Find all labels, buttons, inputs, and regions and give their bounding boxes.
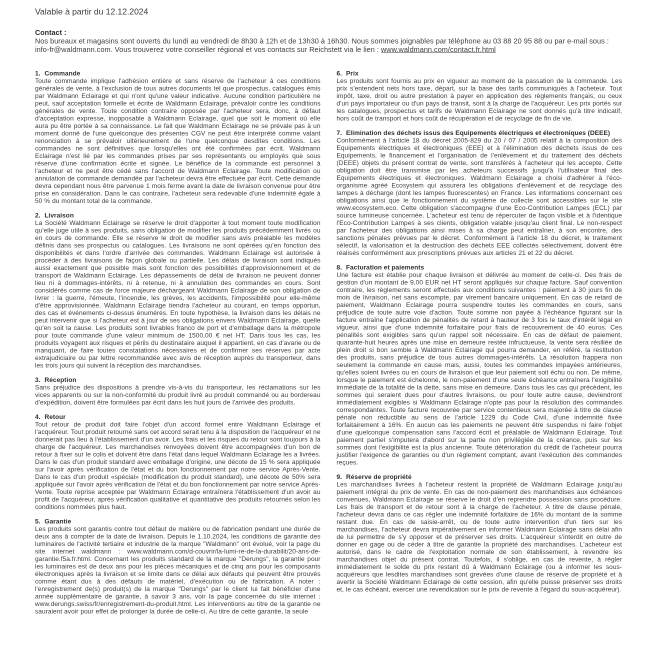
section-retour-heading bbox=[35, 413, 321, 421]
section-facturation-body: Une facture est établie pour chaque livraison et délivrée au moment de celle-ci. Des frais de gestion d'un montant de 9,00 EUR net HT seront appliqués sur chaque facture. Sauf convention contraire, les règlements seront effectués aux conditions suivantes : paiement à 30 jours fin de mois de livraison, net sans escompte, par virement bancaire uniquement. En cas de retard de paiement, Waldmann Eclairage pourra suspendre toutes les commandes en cours, sans préjudice de toute autre voie d'action. Toute somme non payée à l'échéance figurant sur la facture entraîne l'application de pénalités de retard à hauteur de 3 fois le taux d'intérêt légal en vigueur, ainsi que d'une indemnité forfaitaire pour frais de recouvrement de 40 euros. Ces pénalités sont exigibles sans qu'un rappel soit nécessaire. En cas de défaut de paiement, quarante-huit heures après une mise en demeure restée infructueuse, la vente sera résiliée de plein droit si bon semble à Waldmann Eclairage qui pourra demander, en référé, la restitution des produits, sans préjudice de tous autres dommages-intérêts. La résolution frappera non seulement la commande en cause mais, aussi, toutes les commandes impayées antérieures, qu'elles soient livrées ou en cours de livraison et que leur paiement soit échu ou non. De même, lorsque le paiement est échelonné, le non-paiement d'une seule échéance entraînera l'exigibilité immédiate de la totalité de la dette, sans mise en demeure. Dans tous les cas qui précèdent, les sommes qui seraient dues pour d'autres livraisons, ou pour toute autre cause, deviendront immédiatement exigibles si Waldmann Eclairage n'opte pas pour la résolution des commandes correspondantes. Toute facture recouvrée par service contentieux sera majorée à titre de clause pénale non réductible au sens de l'article 1229 du Code Civil, d'une indemnité fixée forfaitairement à 16%. En aucun cas les paiements ne peuvent être suspendus ni faire l'objet d'une quelconque compensation sans l'accord écrit et préalable de Waldmann Eclairage. Tout paiement partiel s'imputera d'abord sur la partie non privilégiée de la créance, puis sur les sommes dont l'exigibilité est la plus ancienne. Toute détérioration du crédit de l'acheteur pourra justifier l'exigence de garanties ou d'un règlement comptant, avant l'exécution des commandes reçues. bbox=[336, 271, 622, 466]
contact-link[interactable]: www.waldmann.com/contact.fr.html bbox=[381, 46, 496, 54]
section-prix-body: Les produits sont fournis au prix en vigueur au moment de la passation de la commande. Les prix s'entendent nets hors taxe, départ, sur la base des tarifs communiqués à l'acheteur. Tout impôt, taxe, droit ou autre prestation à payer en application des règlements français, ou ceux d'un pays importateur ou d'un pays de transit, sont à la charge de l'acquéreur. Les prix portés sur les catalogues, prospectus et tarifs de Waldmann Eclairage ne sont donnés qu'à titre indicatif, hors coût de transport et hors coût de récupération et de recyclage de fin de vie. bbox=[336, 77, 622, 122]
section-commande bbox=[35, 70, 321, 205]
section-number: 2. bbox=[35, 211, 41, 219]
section-title: Prix bbox=[346, 69, 359, 77]
section-prix-heading bbox=[337, 70, 623, 78]
section-number: 1. bbox=[35, 69, 41, 77]
two-column-layout bbox=[35, 70, 622, 623]
section-number: 8. bbox=[336, 263, 343, 271]
section-title: Commande bbox=[44, 69, 81, 77]
section-livraison-body: La Société Waldmann Eclairage se réserve le droit d'apporter à tout moment toute modification qu'elle juge utile à ses produits, sans obligation de modifier les produits précédemment livrés ou en cours de commande. Elle se réserve le droit de modifier sans avis préalable les modèles définis dans ses prospectus ou catalogues. Les livraisons ne sont opérées qu'en fonction des disponibilités et dans l'ordre d'arrivée des commandes. Waldmann Eclairage est autorisée à procéder à des livraisons de façon globale ou partielle. Les délais de livraison sont indiqués aussi exactement que possible mais sont fonction des possibilités d'approvisionnement et de transport de Waldmann Eclairage. Les dépassements de délai de livraison ne peuvent donner lieu ni à dommages-intérêts, ni à retenue, ni à annulation des commandes en cours. Sont considérés comme cas de force majeure déchargeant Waldmann Eclairage de son obligation de livrer : la guerre, l'émeute, l'incendie, les grèves, les accidents, l'impossibilité pour elle-même d'être approvisionnée. Waldmann Eclairage tiendra l'acheteur au courant, en temps opportun, des cas et événements ci-dessus énumérés. En toute hypothèse, la livraison dans les délais ne peut intervenir que si l'acheteur est à jour de ses obligations envers Waldmann Eclairage, quelle qu'en soit la cause. Les produits sont livrables franco de port et d'emballage dans la métropole pour toute commande d'une valeur minimum de 1500,00 € net HT. Dans tous les cas, les produits voyagent aux risques et périls du destinataire auquel il appartient, en cas d'avarie ou de manquant, de faire toutes constatations nécessaires et de confirmer ses réserves par acte extrajudiciaire ou par lettre recommandée avec avis de réception auprès du transporteur, dans les trois jours qui suivent la réception des marchandises. bbox=[35, 219, 321, 369]
right-column bbox=[337, 70, 623, 623]
section-garantie bbox=[35, 518, 321, 616]
section-reception-heading bbox=[35, 376, 321, 384]
contact-heading: Contact : bbox=[35, 29, 67, 37]
left-column bbox=[35, 70, 321, 623]
section-commande-body: Toute commande implique l'adhésion entière et sans réserve de l'acheteur à ces conditions générales de vente, à l'exclusion de tous autres documents tel que prospectus, catalogues émis par Waldmann Eclairage et qui n'ont qu'une valeur indicative. Aucune condition particulière ne peut, sauf acceptation formelle et écrite de Waldmann Eclairage, prévaloir contre les conditions générales de vente. Toute condition contraire opposée par l'acheteur sera, donc, à défaut d'acceptation expresse, inopposable à Waldmann Eclairage, quel que soit le moment où elle aura pu être portée à sa connaissance. Le fait que Waldmann Eclairage ne se prévale pas à un moment donné de l'une quelconque des présentes CGV ne peut être interprété comme valant renonciation à se prévaloir ultérieurement de l'une quelconque desdites conditions. Les commandes ne sont définitives que lorsqu'elles ont été confirmées par écrit. Waldmann Eclairage n'est lié par les commandes prises par ses représentants ou employés que sous réserve d'une confirmation écrite et signée. Le bénéfice de la commande est personnel à l'acheteur et ne peut être cédé sans l'accord de Waldmann Eclairage. Toute modification ou annulation de commande demandée par l'acheteur devra être effectuée par écrit. Cette demande devra cependant nous être parvenue 1 mois ferme avant la date de livraison convenue pour être prise en considération. Dans le cas contraire, l'acheteur sera redevable d'une indemnité égale à 50 % du montant total de la commande. bbox=[35, 77, 321, 205]
section-facturation-heading bbox=[337, 264, 623, 272]
section-number: 9. bbox=[336, 473, 343, 481]
section-title: Elimination des déchets issus des Equipements électriques et électroniques (DEEE) bbox=[346, 129, 611, 137]
section-title: Garantie bbox=[44, 517, 72, 525]
section-title: Réserve de propriété bbox=[346, 473, 412, 481]
section-number: 4. bbox=[35, 413, 41, 421]
section-reserve-propriete-body: Les marchandises livrées à l'acheteur restent la propriété de Waldmann Eclairage jusqu'au paiement intégral du prix de vente. En cas de non-paiement des marchandises aux échéances convenues, Waldmann Eclairage se réserve le droit d'en reprendre possession sans procédure. Les frais de transport et de retour sont à la charge de l'acheteur. A titre de clause pénale, l'acheteur devra dans ce cas régler une indemnité forfaitaire de 16% du montant de la somme restant due. En cas de saisie-arrêt, ou de toute autre intervention d'un tiers sur les marchandises, l'acheteur devra impérativement en informer Waldmann Eclairage sans délai afin de lui permettre de s'y opposer et de préserver ses droits. L'acquéreur s'interdit en outre de donner en gage ou de céder à titre de garantie la propriété des marchandises. L'acheteur est autorisé, dans le cadre de l'exploitation normale de son établissement, à revendre les marchandises objet du présent contrat. Toutefois, il s'oblige, en cas de revente, à régler immédiatement le solde du prix restant dû à Waldmann Eclairage (ou à informer les sous-acquéreurs que lesdites marchandises sont grevées d'une clause de réserve de propriété et à avertir la Société Waldmann Eclairage de cette cession, afin qu'elle puisse préserver ses droits et, le cas échéant, exercer une revendication sur le prix de revente à l'égard du sous-acquéreur). bbox=[336, 480, 622, 593]
section-livraison bbox=[35, 212, 321, 370]
section-garantie-body: Les produits sont garantis contre tout défaut de matière ou de fabrication pendant une durée de deux ans à compter de la date de livraison. Depuis le 1.10.2024, les conditions de garantie des luminaires de l'activité tertiaire et industrie de la marque "Waldmann" ont évolué, voir la page du site internet waldmann : www.waldmann.com/d-couvrir/la-lumi-re-de-la-durabilit/20-ans-de-garantie.f5a.fr.html. Concernant les produits standard de la marque "Derungs", la garantie pour les luminaires est de deux ans pour les pièces mécaniques et de cinq ans pour les composants électroniques après la livraison et se limite dans ce délai aux défauts qui peuvent être prouvés comme étant dus à des défauts de matériel, d'exécution ou de fabrication. A noter : l'enregistrement de(s) produit(s) de la marque "Derungs" par le client lui fait bénéficier d'une année supplémentaire de garantie, à savoir 3 ans, voir la page concernée du site internet : www.derungs.swiss/fr/enregistrement-du-produit.html. Les interventions au titre de la garantie ne sauraient avoir pour effet de prolonger la durée de celle-ci. Au titre de cette garantie, la seule bbox=[35, 525, 321, 615]
section-deee-body: Conformément à l'article 18 du décret 2005-829 du 20 / 07 / 2005 relatif à la composition des Equipements électriques et électroniques (EEE) et à l'élimination des déchets issus de ces Equipements, le financement et l'organisation de l'enlèvement et du traitement des déchets (DEEE) objets du présent contrat de vente, sont transférés à l'acheteur qui les accepte. Cette obligation doit être transmise par les acheteurs successifs jusqu'à l'utilisateur final des Equipements électriques et électroniques. Waldmann Eclairage a choisi d'adhérer à l'éco-organisme agréé Ecosystem qui assurera les obligations d'enlèvement et de recyclage des lampes à décharge (dont les lampes fluorescentes) en France. Les informations concernant ces obligations ainsi que le fonctionnement du système de collecte sont accessibles sur le site www.ecosystem.eco. Cette obligation s'accompagne d'une Eco-Contribution Lampes (ECL) par source lumineuse concernée. L'acheteur est tenu de répercuter de façon visible et à l'identique l'Eco-Contribution Lampes à ses clients, obligation valable jusqu'au client final. Le non-respect par l'acheteur des obligations ainsi mises à sa charge peut entraîner, à son encontre, des sanctions pénales prévues par le décret. Conformément à l'article 18 du décret, le traitement sélectif, la valorisation et la destruction des déchets EEE collectés sélectivement, doivent être réalisés conformément aux prescriptions prévues aux articles 21 et 22 du décret. bbox=[336, 136, 622, 257]
section-number: 7. bbox=[336, 129, 343, 137]
section-prix bbox=[337, 70, 623, 123]
contact-body-text: Nos bureaux et magasins sont ouverts du lundi au vendredi de 8h30 à 12h et de 13h30 à 16h30. Nous sommes joignables par téléphone au 03 88 20 95 88 ou par e-mail sous : info-fr@waldmann.com. Vous trouverez votre conseiller régional et vos contacts sur Reichstett via le lien : bbox=[35, 37, 609, 54]
section-retour bbox=[35, 413, 321, 511]
section-deee-heading bbox=[337, 129, 623, 137]
section-deee bbox=[337, 129, 623, 257]
section-livraison-heading bbox=[35, 212, 321, 220]
section-retour-body: Tout retour de produit doit faire l'objet d'un accord formel entre Waldmann Eclairage et l'acquéreur. Tout produit retourné sans cet accord serait tenu à la disposition de l'acquéreur et ne donnerait pas lieu à l'établissement d'un avoir. Les frais et les risques du retour sont toujours à la charge de l'acquéreur. Les marchandises renvoyées doivent être accompagnées d'un bon de retour à fixer sur le colis et doivent être dans l'état dans lequel Waldmann Eclairage les a livrées. Dans le cas d'un produit standard avec emballage d'origine, une décote de 15 % sera appliquée sur l'avoir après vérification de l'état et du bon fonctionnement par notre service Après-Vente. Dans le cas d'un produit «spécial» (modification du produit standard), une décote de 50% sera appliquée sur l'avoir après vérification de l'état et du bon fonctionnement par notre service Après-Vente. Toute reprise acceptée par Waldmann Eclairage entraînera l'établissement d'un avoir au profit de l'acquéreur, après vérification qualitative et quantitative des produits retournés selon les conditions nommées plus haut. bbox=[35, 420, 321, 511]
section-number: 6. bbox=[336, 69, 343, 77]
contact-text bbox=[35, 38, 622, 55]
section-commande-heading bbox=[35, 70, 321, 78]
section-reserve-propriete-heading bbox=[337, 473, 623, 481]
section-title: Réception bbox=[44, 376, 77, 384]
section-reception bbox=[35, 376, 321, 406]
section-number: 3. bbox=[35, 376, 41, 384]
section-reserve-propriete bbox=[337, 473, 623, 593]
contact-section bbox=[35, 29, 622, 55]
section-reception-body: Sans préjudice des dispositions à prendre vis-à-vis du transporteur, les réclamations sur les vices apparents ou sur la non-conformité du produit livré au produit commandé ou au bordereau d'expédition, doivent être formulées par écrit dans les huit jours de l'arrivée des produits. bbox=[35, 383, 321, 406]
section-number: 5. bbox=[35, 517, 41, 525]
section-title: Retour bbox=[44, 413, 66, 421]
section-title: Livraison bbox=[44, 211, 74, 219]
section-garantie-heading bbox=[35, 518, 321, 526]
section-facturation bbox=[337, 264, 623, 467]
validity-date: Valable à partir du 12.12.2024 bbox=[35, 7, 149, 17]
section-title: Facturation et paiements bbox=[346, 263, 425, 271]
